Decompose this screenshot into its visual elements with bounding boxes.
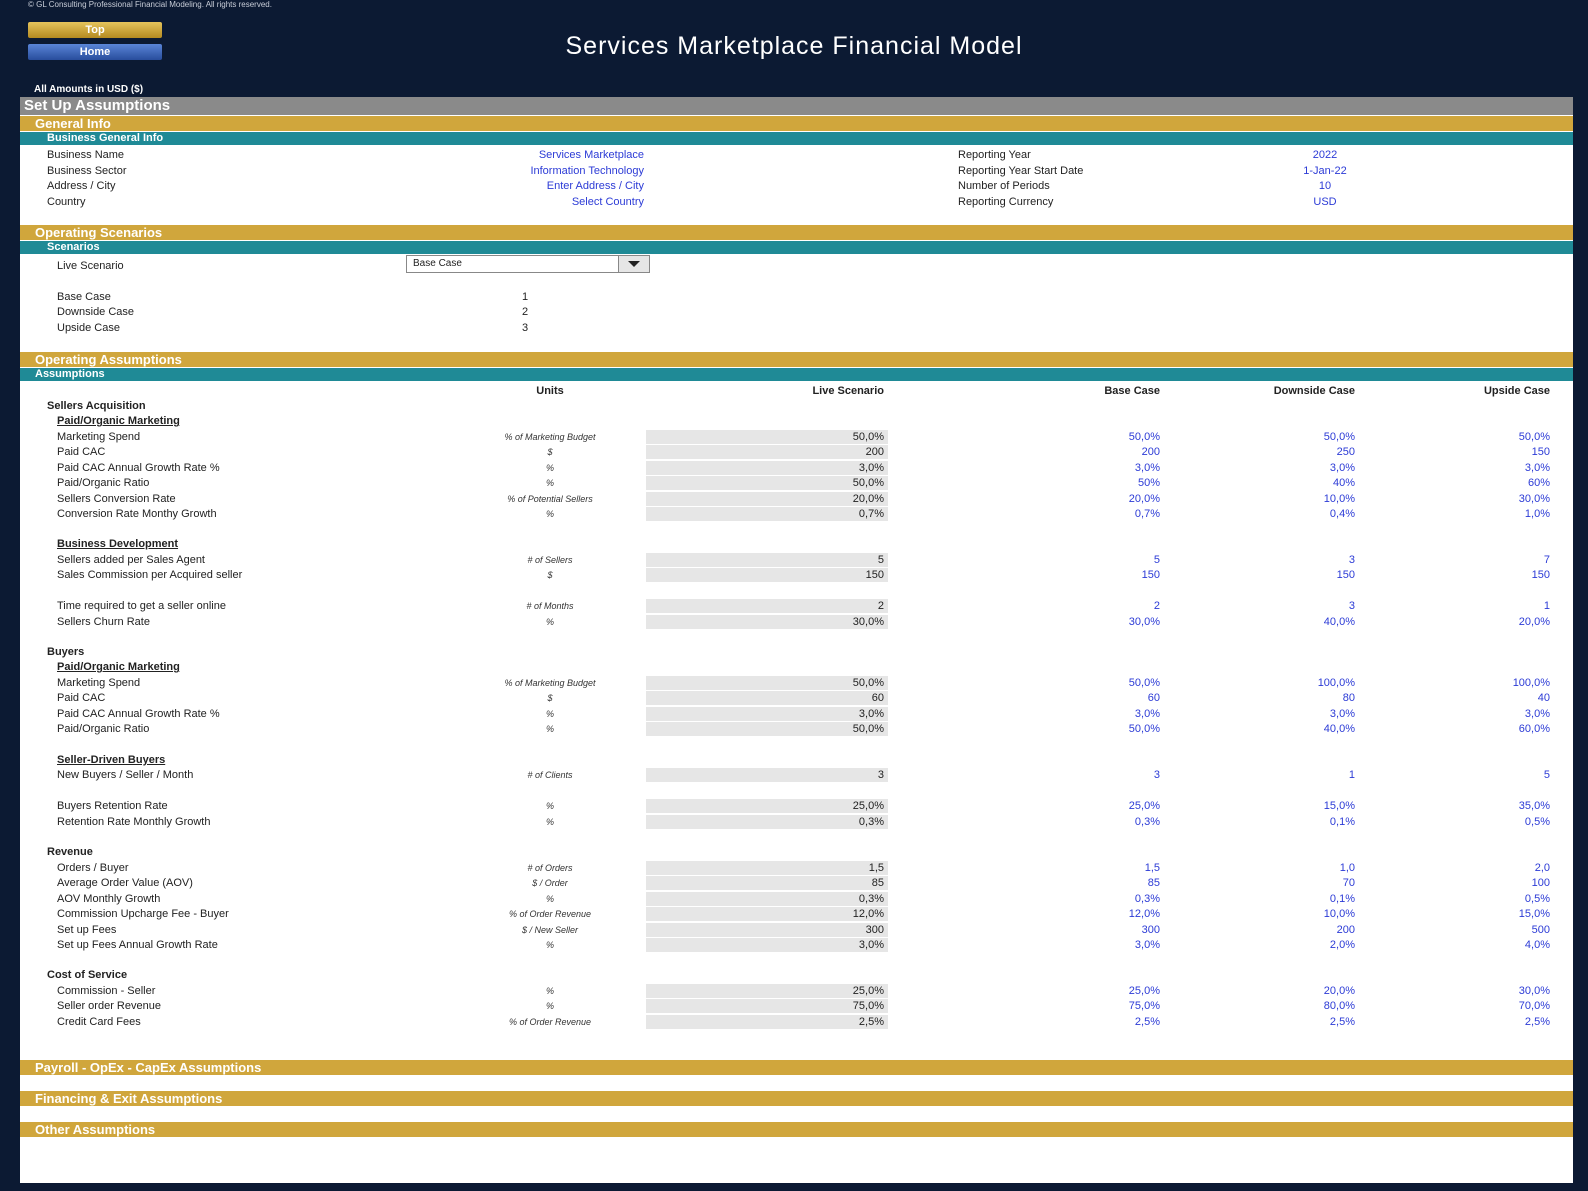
chevron-down-icon[interactable] xyxy=(618,256,649,272)
assumption-label: Conversion Rate Monthy Growth xyxy=(57,508,217,520)
assumption-unit: # of Clients xyxy=(527,770,573,780)
upside-case-value[interactable]: 15,0% xyxy=(1518,908,1550,920)
live-scenario-value: 200 xyxy=(865,446,884,458)
assumption-unit: % xyxy=(545,478,554,488)
col-units: Units xyxy=(536,385,564,397)
upside-case-value[interactable]: 1,0% xyxy=(1524,508,1550,520)
assumption-label: Commission Upcharge Fee - Buyer xyxy=(57,908,229,920)
base-case-value[interactable]: 20,0% xyxy=(1128,493,1160,505)
assumption-unit: % xyxy=(545,1001,554,1011)
base-case-value[interactable]: 60 xyxy=(1147,692,1160,704)
base-case-value[interactable]: 75,0% xyxy=(1128,1000,1160,1012)
base-case-value[interactable]: 25,0% xyxy=(1128,985,1160,997)
scenario-name: Upside Case xyxy=(57,322,120,334)
assumption-label: New Buyers / Seller / Month xyxy=(57,769,194,781)
heading-cost-of-service: Cost of Service xyxy=(47,969,128,981)
assumption-label: Orders / Buyer xyxy=(57,862,129,874)
live-scenario-value: 0,3% xyxy=(858,816,884,828)
upside-case-value[interactable]: 20,0% xyxy=(1518,616,1550,628)
base-case-value[interactable]: 0,7% xyxy=(1134,508,1160,520)
live-scenario-value: 150 xyxy=(865,569,884,581)
business-general-info-header: Business General Info xyxy=(20,132,1573,145)
upside-case-value[interactable]: 150 xyxy=(1531,446,1550,458)
downside-case-value[interactable]: 15,0% xyxy=(1323,800,1355,812)
scenario-number: 2 xyxy=(521,306,529,318)
general-info-value[interactable]: Select Country xyxy=(571,196,644,208)
upside-case-value[interactable]: 60,0% xyxy=(1518,723,1550,735)
operating-scenarios-header[interactable]: Operating Scenarios xyxy=(20,225,1573,240)
assumption-label: Credit Card Fees xyxy=(57,1016,141,1028)
live-scenario-value: 2 xyxy=(877,600,884,612)
general-info-label: Reporting Currency xyxy=(958,196,1054,208)
upside-case-value[interactable]: 60% xyxy=(1527,477,1550,489)
general-info-label: Business Sector xyxy=(47,165,127,177)
base-case-value[interactable]: 0,3% xyxy=(1134,816,1160,828)
payroll-opex-capex-header[interactable]: Payroll - OpEx - CapEx Assumptions xyxy=(20,1060,1573,1075)
live-scenario-value: 60 xyxy=(871,692,884,704)
general-info-value[interactable]: Enter Address / City xyxy=(546,180,644,192)
assumption-label: Marketing Spend xyxy=(57,677,141,689)
general-info-label: Reporting Year xyxy=(958,149,1031,161)
assumption-unit: % of Order Revenue xyxy=(508,909,592,919)
base-case-value[interactable]: 50,0% xyxy=(1128,723,1160,735)
upside-case-value[interactable]: 35,0% xyxy=(1518,800,1550,812)
upside-case-value[interactable]: 30,0% xyxy=(1518,493,1550,505)
assumptions-sheet xyxy=(20,97,1573,1183)
downside-case-value[interactable]: 20,0% xyxy=(1323,985,1355,997)
assumption-unit: $ / New Seller xyxy=(521,925,579,935)
assumption-label: Paid CAC xyxy=(57,446,106,458)
general-info-value[interactable]: 1-Jan-22 xyxy=(1303,165,1347,177)
downside-case-value[interactable]: 1 xyxy=(1348,769,1355,781)
general-info-value[interactable]: Services Marketplace xyxy=(538,149,644,161)
base-case-value[interactable]: 12,0% xyxy=(1128,908,1160,920)
upside-case-value[interactable]: 3,0% xyxy=(1524,462,1550,474)
upside-case-value[interactable]: 50,0% xyxy=(1518,431,1550,443)
other-assumptions-header[interactable]: Other Assumptions xyxy=(20,1122,1573,1137)
assumption-label: Paid/Organic Ratio xyxy=(57,723,150,735)
downside-case-value[interactable]: 0,4% xyxy=(1329,508,1355,520)
upside-case-value[interactable]: 4,0% xyxy=(1524,939,1550,951)
assumptions-header: Assumptions xyxy=(20,368,1573,381)
heading-seller-driven-buyers: Seller-Driven Buyers xyxy=(57,754,166,766)
heading-buyers-paid-marketing: Paid/Organic Marketing xyxy=(57,661,180,673)
home-button[interactable]: Home xyxy=(28,44,162,60)
assumption-unit: % of Potential Sellers xyxy=(507,494,593,504)
page-title: Services Marketplace Financial Model xyxy=(565,32,1023,60)
assumption-unit: # of Months xyxy=(526,601,574,611)
downside-case-value[interactable]: 100,0% xyxy=(1317,677,1355,689)
assumption-unit: # of Sellers xyxy=(527,555,573,565)
assumption-unit: % xyxy=(545,801,554,811)
setup-assumptions-header: Set Up Assumptions xyxy=(20,97,1573,115)
assumption-unit: $ / Order xyxy=(532,878,568,888)
col-live-scenario: Live Scenario xyxy=(812,385,884,397)
live-scenario-value: 50,0% xyxy=(852,477,884,489)
assumption-unit: % of Order Revenue xyxy=(508,1017,592,1027)
upside-case-value[interactable]: 3,0% xyxy=(1524,708,1550,720)
upside-case-value[interactable]: 30,0% xyxy=(1518,985,1550,997)
assumption-unit: % xyxy=(545,817,554,827)
assumption-unit: $ xyxy=(547,693,553,703)
assumption-unit: % xyxy=(545,463,554,473)
live-scenario-value: 5 xyxy=(877,554,884,566)
live-scenario-value: 3,0% xyxy=(858,939,884,951)
live-scenario-value: 3 xyxy=(877,769,884,781)
downside-case-value[interactable]: 80,0% xyxy=(1323,1000,1355,1012)
assumption-label: Paid/Organic Ratio xyxy=(57,477,150,489)
assumption-label: Set up Fees xyxy=(57,924,117,936)
downside-case-value[interactable]: 3,0% xyxy=(1329,708,1355,720)
assumption-label: Sales Commission per Acquired seller xyxy=(57,569,243,581)
assumption-label: Sellers Conversion Rate xyxy=(57,493,176,505)
downside-case-value[interactable]: 2,0% xyxy=(1329,939,1355,951)
upside-case-value[interactable]: 100,0% xyxy=(1512,677,1550,689)
assumption-unit: % xyxy=(545,617,554,627)
base-case-value[interactable]: 2 xyxy=(1153,600,1160,612)
general-info-label: Number of Periods xyxy=(958,180,1050,192)
base-case-value[interactable]: 85 xyxy=(1147,877,1160,889)
live-scenario-value: 2,5% xyxy=(858,1016,884,1028)
base-case-value[interactable]: 200 xyxy=(1141,446,1160,458)
downside-case-value[interactable]: 10,0% xyxy=(1323,493,1355,505)
general-info-value[interactable]: 10 xyxy=(1318,180,1332,192)
general-info-label: Address / City xyxy=(47,180,116,192)
live-scenario-value: 85 xyxy=(871,877,884,889)
financing-exit-header[interactable]: Financing & Exit Assumptions xyxy=(20,1091,1573,1106)
scenario-name: Base Case xyxy=(57,291,111,303)
downside-case-value[interactable]: 70 xyxy=(1342,877,1355,889)
downside-case-value[interactable]: 50,0% xyxy=(1323,431,1355,443)
upside-case-value[interactable]: 70,0% xyxy=(1518,1000,1550,1012)
assumption-label: Time required to get a seller online xyxy=(57,600,226,612)
downside-case-value[interactable]: 80 xyxy=(1342,692,1355,704)
live-scenario-selected: Base Case xyxy=(413,258,462,269)
base-case-value[interactable]: 3,0% xyxy=(1134,939,1160,951)
assumption-label: Retention Rate Monthly Growth xyxy=(57,816,211,828)
operating-assumptions-header[interactable]: Operating Assumptions xyxy=(20,352,1573,367)
base-case-value[interactable]: 50,0% xyxy=(1128,677,1160,689)
base-case-value[interactable]: 3,0% xyxy=(1134,462,1160,474)
downside-case-value[interactable]: 250 xyxy=(1336,446,1355,458)
heading-buyers: Buyers xyxy=(47,646,85,658)
base-case-value[interactable]: 1,5 xyxy=(1144,862,1160,874)
live-scenario-value: 3,0% xyxy=(858,708,884,720)
downside-case-value[interactable]: 10,0% xyxy=(1323,908,1355,920)
downside-case-value[interactable]: 1,0 xyxy=(1339,862,1355,874)
base-case-value[interactable]: 30,0% xyxy=(1128,616,1160,628)
live-scenario-value: 0,3% xyxy=(858,893,884,905)
live-scenario-value: 50,0% xyxy=(852,431,884,443)
assumption-label: AOV Monthly Growth xyxy=(57,893,161,905)
live-scenario-value: 3,0% xyxy=(858,462,884,474)
live-scenario-value: 25,0% xyxy=(852,800,884,812)
assumption-unit: $ xyxy=(547,570,553,580)
general-info-value[interactable]: Information Technology xyxy=(530,165,644,177)
base-case-value[interactable]: 150 xyxy=(1141,569,1160,581)
downside-case-value[interactable]: 40% xyxy=(1332,477,1355,489)
upside-case-value[interactable]: 2,5% xyxy=(1524,1016,1550,1028)
live-scenario-dropdown[interactable] xyxy=(406,255,650,273)
upside-case-value[interactable]: 2,0 xyxy=(1534,862,1550,874)
base-case-value[interactable]: 0,3% xyxy=(1134,893,1160,905)
upside-case-value[interactable]: 500 xyxy=(1531,924,1550,936)
downside-case-value[interactable]: 3,0% xyxy=(1329,462,1355,474)
upside-case-value[interactable]: 5 xyxy=(1543,769,1550,781)
assumption-label: Paid CAC xyxy=(57,692,106,704)
general-info-value[interactable]: USD xyxy=(1313,196,1337,208)
col-upside-case: Upside Case xyxy=(1483,385,1550,397)
live-scenario-value: 50,0% xyxy=(852,677,884,689)
downside-case-value[interactable]: 3 xyxy=(1348,600,1355,612)
live-scenario-value: 25,0% xyxy=(852,985,884,997)
upside-case-value[interactable]: 100 xyxy=(1531,877,1550,889)
upside-case-value[interactable]: 1 xyxy=(1543,600,1550,612)
assumption-unit: % xyxy=(545,724,554,734)
assumption-unit: % of Marketing Budget xyxy=(504,432,596,442)
assumption-label: Seller order Revenue xyxy=(57,1000,161,1012)
assumption-unit: # of Orders xyxy=(527,863,573,873)
assumption-label: Marketing Spend xyxy=(57,431,141,443)
col-base-case: Base Case xyxy=(1104,385,1160,397)
scenarios-header: Scenarios xyxy=(20,241,1573,254)
live-scenario-label: Live Scenario xyxy=(57,260,124,272)
upside-case-value[interactable]: 150 xyxy=(1531,569,1550,581)
assumption-label: Sellers Churn Rate xyxy=(57,616,150,628)
assumption-label: Sellers added per Sales Agent xyxy=(57,554,205,566)
live-scenario-value: 50,0% xyxy=(852,723,884,735)
assumption-unit: % xyxy=(545,709,554,719)
assumption-label: Paid CAC Annual Growth Rate % xyxy=(57,708,220,720)
heading-sellers-paid-marketing: Paid/Organic Marketing xyxy=(57,415,180,427)
assumption-label: Paid CAC Annual Growth Rate % xyxy=(57,462,220,474)
assumption-label: Set up Fees Annual Growth Rate xyxy=(57,939,218,951)
assumption-unit: % xyxy=(545,940,554,950)
base-case-value[interactable]: 50,0% xyxy=(1128,431,1160,443)
general-info-value[interactable]: 2022 xyxy=(1312,149,1338,161)
heading-sellers-acquisition: Sellers Acquisition xyxy=(47,400,146,412)
downside-case-value[interactable]: 40,0% xyxy=(1323,723,1355,735)
copyright-text: © GL Consulting Professional Financial Modeling. All rights reserved. xyxy=(28,0,272,9)
assumption-label: Buyers Retention Rate xyxy=(57,800,168,812)
scenario-name: Downside Case xyxy=(57,306,135,318)
downside-case-value[interactable]: 40,0% xyxy=(1323,616,1355,628)
top-button[interactable]: Top xyxy=(28,22,162,38)
downside-case-value[interactable]: 0,1% xyxy=(1329,893,1355,905)
scenario-number: 1 xyxy=(521,291,529,303)
base-case-value[interactable]: 50% xyxy=(1137,477,1160,489)
live-scenario-value: 30,0% xyxy=(852,616,884,628)
assumption-unit: % xyxy=(545,509,554,519)
base-case-value[interactable]: 300 xyxy=(1141,924,1160,936)
col-downside-case: Downside Case xyxy=(1273,385,1355,397)
upside-case-value[interactable]: 0,5% xyxy=(1524,893,1550,905)
assumption-unit: % xyxy=(545,894,554,904)
base-case-value[interactable]: 3 xyxy=(1153,769,1160,781)
assumption-unit: % of Marketing Budget xyxy=(504,678,596,688)
downside-case-value[interactable]: 3 xyxy=(1348,554,1355,566)
upside-case-value[interactable]: 7 xyxy=(1543,554,1550,566)
heading-business-development: Business Development xyxy=(57,538,179,550)
downside-case-value[interactable]: 150 xyxy=(1336,569,1355,581)
downside-case-value[interactable]: 200 xyxy=(1336,924,1355,936)
live-scenario-value: 20,0% xyxy=(852,493,884,505)
assumption-label: Average Order Value (AOV) xyxy=(57,877,193,889)
scenario-number: 3 xyxy=(521,322,529,334)
base-case-value[interactable]: 2,5% xyxy=(1134,1016,1160,1028)
general-info-label: Business Name xyxy=(47,149,125,161)
base-case-value[interactable]: 25,0% xyxy=(1128,800,1160,812)
live-scenario-value: 0,7% xyxy=(858,508,884,520)
live-scenario-value: 1,5 xyxy=(868,862,884,874)
live-scenario-value: 300 xyxy=(865,924,884,936)
downside-case-value[interactable]: 2,5% xyxy=(1329,1016,1355,1028)
upside-case-value[interactable]: 40 xyxy=(1537,692,1550,704)
upside-case-value[interactable]: 0,5% xyxy=(1524,816,1550,828)
base-case-value[interactable]: 5 xyxy=(1153,554,1160,566)
amounts-note: All Amounts in USD ($) xyxy=(34,84,144,95)
downside-case-value[interactable]: 0,1% xyxy=(1329,816,1355,828)
heading-revenue: Revenue xyxy=(47,846,93,858)
assumption-unit: $ xyxy=(547,447,553,457)
general-info-label: Reporting Year Start Date xyxy=(958,165,1084,177)
assumption-label: Commission - Seller xyxy=(57,985,156,997)
base-case-value[interactable]: 3,0% xyxy=(1134,708,1160,720)
live-scenario-value: 12,0% xyxy=(852,908,884,920)
live-scenario-value: 75,0% xyxy=(852,1000,884,1012)
assumption-unit: % xyxy=(545,986,554,996)
general-info-label: Country xyxy=(47,196,86,208)
general-info-header[interactable]: General Info xyxy=(20,116,1573,131)
